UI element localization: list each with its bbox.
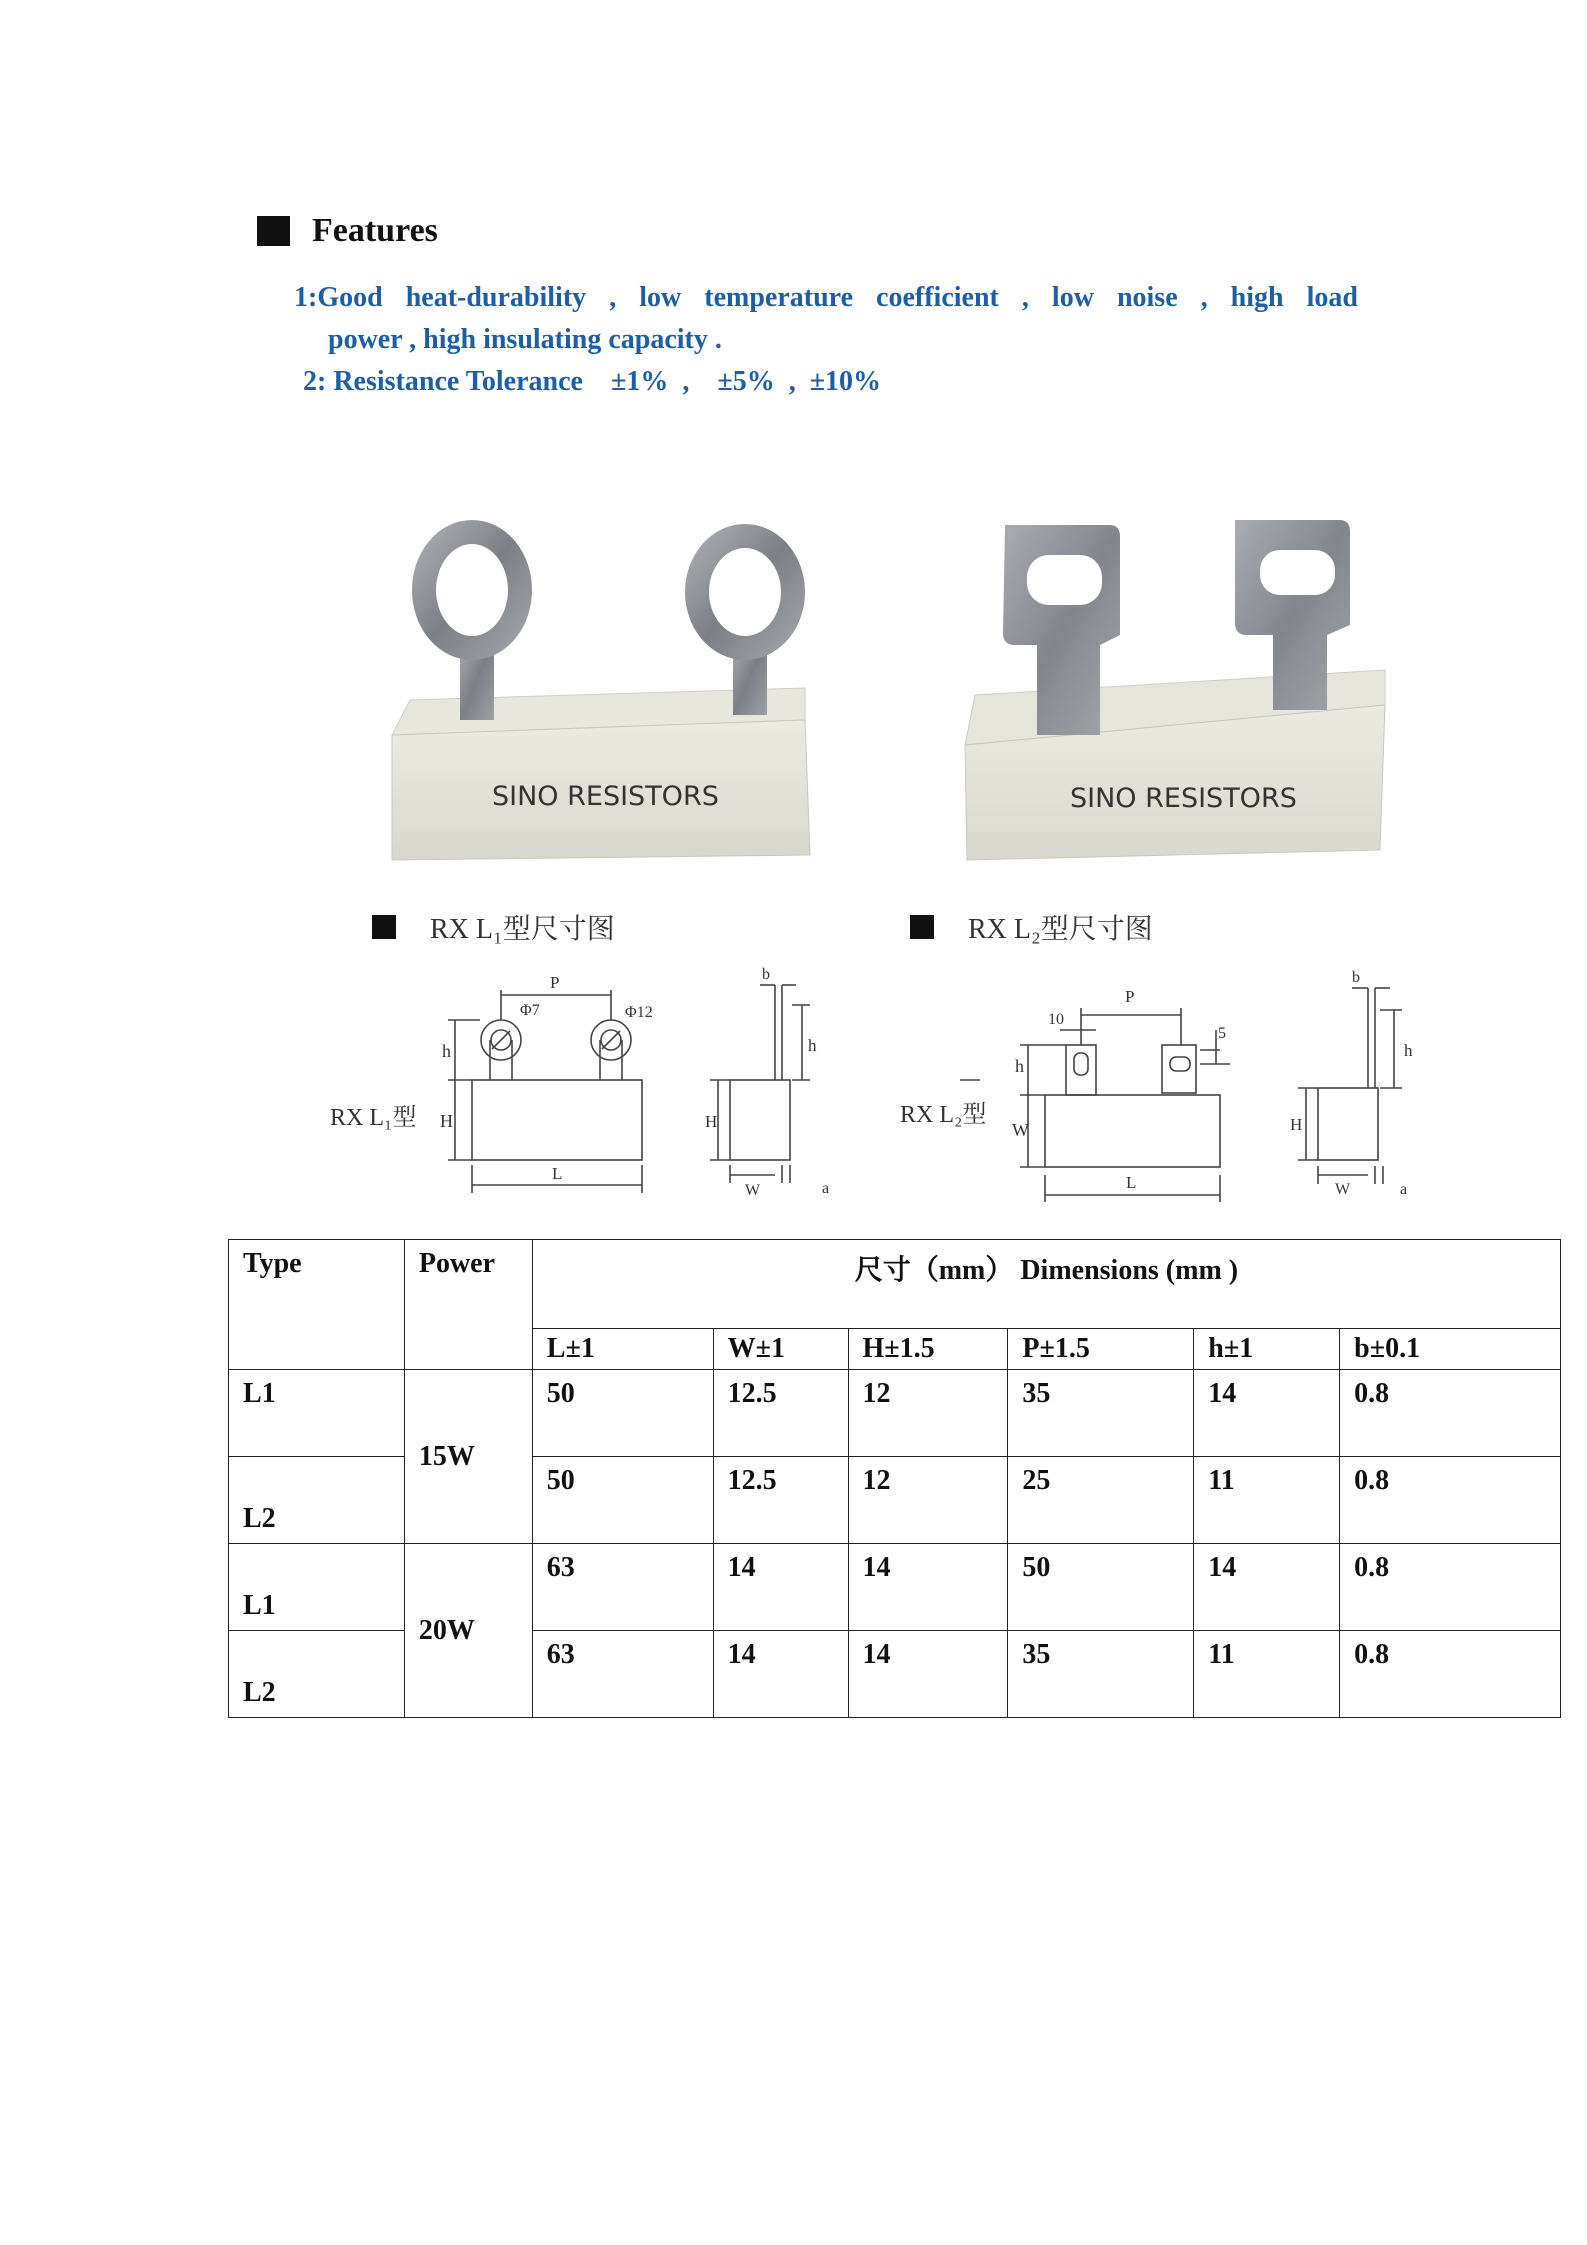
- cell-value: 14: [1194, 1370, 1340, 1457]
- square-bullet-icon: [257, 216, 290, 246]
- table-row: [229, 1370, 1561, 1457]
- dim-W: W: [745, 1182, 761, 1199]
- cell-value: 11: [1194, 1457, 1340, 1544]
- sub-header-h: h±1: [1194, 1329, 1340, 1370]
- sub-header-P: P±1.5: [1008, 1329, 1194, 1370]
- drawing-l2: [900, 970, 1440, 1215]
- cell-value: 50: [1008, 1544, 1194, 1631]
- sub-header-W: W±1: [713, 1329, 848, 1370]
- drawing-label-l2: RX L₂型: [900, 1102, 987, 1128]
- cell-value: 0.8: [1340, 1370, 1561, 1457]
- dim-5: 5: [1218, 1025, 1226, 1042]
- dim-h: h: [442, 1041, 451, 1061]
- cell-value: 14: [848, 1544, 1008, 1631]
- dim-H-side: H: [705, 1112, 718, 1131]
- diagram-caption-l1: RX L₁型尺寸图: [372, 907, 615, 947]
- cell-type: L1: [229, 1544, 405, 1631]
- features-heading: [257, 212, 438, 250]
- cell-value: 0.8: [1340, 1631, 1561, 1718]
- dim-W-l2: W: [1012, 1120, 1029, 1140]
- dim-P: P: [550, 973, 560, 992]
- dim-10: 10: [1048, 1011, 1064, 1028]
- header-power: Power: [404, 1240, 532, 1370]
- table-row: [229, 1544, 1561, 1631]
- cell-value: 63: [532, 1631, 713, 1718]
- cell-power: 15W: [404, 1370, 532, 1544]
- resistor-photo-l1: [380, 520, 840, 870]
- cell-type: L1: [229, 1370, 405, 1457]
- dim-phi7: Φ7: [520, 1002, 540, 1019]
- cell-value: 35: [1008, 1370, 1194, 1457]
- sub-header-H: H±1.5: [848, 1329, 1008, 1370]
- dim-h-l2: h: [1015, 1056, 1024, 1076]
- dim-W-side-l2: W: [1335, 1181, 1351, 1198]
- cell-value: 50: [532, 1457, 713, 1544]
- square-bullet-icon: [910, 915, 934, 939]
- dim-h-side: h: [808, 1036, 817, 1055]
- cell-value: 35: [1008, 1631, 1194, 1718]
- photo-label-left: SINO RESISTORS: [492, 781, 719, 812]
- dim-a: a: [822, 1180, 830, 1197]
- dimensions-table: [228, 1239, 1561, 1718]
- drawing-l1: [330, 965, 850, 1205]
- cell-power: 20W: [404, 1544, 532, 1718]
- cell-value: 0.8: [1340, 1457, 1561, 1544]
- cell-value: 25: [1008, 1457, 1194, 1544]
- cell-value: 12.5: [713, 1457, 848, 1544]
- cell-value: 14: [713, 1544, 848, 1631]
- dim-H: H: [440, 1111, 453, 1131]
- cell-value: 12.5: [713, 1370, 848, 1457]
- dim-a-l2: a: [1400, 1181, 1408, 1198]
- dim-phi12: Φ12: [625, 1004, 653, 1021]
- cell-value: 50: [532, 1370, 713, 1457]
- sub-header-b: b±0.1: [1340, 1329, 1561, 1370]
- diagram-caption-l2: RX L₂型尺寸图: [910, 907, 1153, 947]
- dim-b: b: [762, 966, 770, 983]
- feature-line-2: 2: Resistance Tolerance ±1% , ±5% , ±10%: [303, 366, 882, 397]
- resistor-photo-l2: [955, 505, 1405, 865]
- dim-H-side-l2: H: [1290, 1115, 1303, 1134]
- cell-value: 12: [848, 1370, 1008, 1457]
- cell-value: 0.8: [1340, 1544, 1561, 1631]
- cell-value: 14: [713, 1631, 848, 1718]
- cell-value: 63: [532, 1544, 713, 1631]
- cell-value: 14: [848, 1631, 1008, 1718]
- dim-h-side-l2: h: [1404, 1041, 1413, 1060]
- cell-value: 12: [848, 1457, 1008, 1544]
- photo-label-right: SINO RESISTORS: [1070, 783, 1297, 814]
- cell-type: L2: [229, 1631, 405, 1718]
- cell-value: 14: [1194, 1544, 1340, 1631]
- drawing-label-l1: RX L₁型: [330, 1105, 417, 1131]
- header-dimensions: 尺寸（mm） Dimensions (mm ): [532, 1240, 1560, 1329]
- dim-L: L: [552, 1164, 563, 1183]
- dim-P-l2: P: [1125, 987, 1135, 1006]
- feature-line-1-cont: power , high insulating capacity .: [328, 324, 722, 355]
- header-type: Type: [229, 1240, 405, 1370]
- cell-type: L2: [229, 1457, 405, 1544]
- features-title: Features: [312, 212, 438, 249]
- dim-L-l2: L: [1126, 1173, 1137, 1192]
- sub-header-L: L±1: [532, 1329, 713, 1370]
- feature-line-1: 1:Good heat-durability , low temperature coefficient , low noise , high load: [294, 282, 1358, 313]
- square-bullet-icon: [372, 915, 396, 939]
- cell-value: 11: [1194, 1631, 1340, 1718]
- dim-b-l2: b: [1352, 970, 1360, 986]
